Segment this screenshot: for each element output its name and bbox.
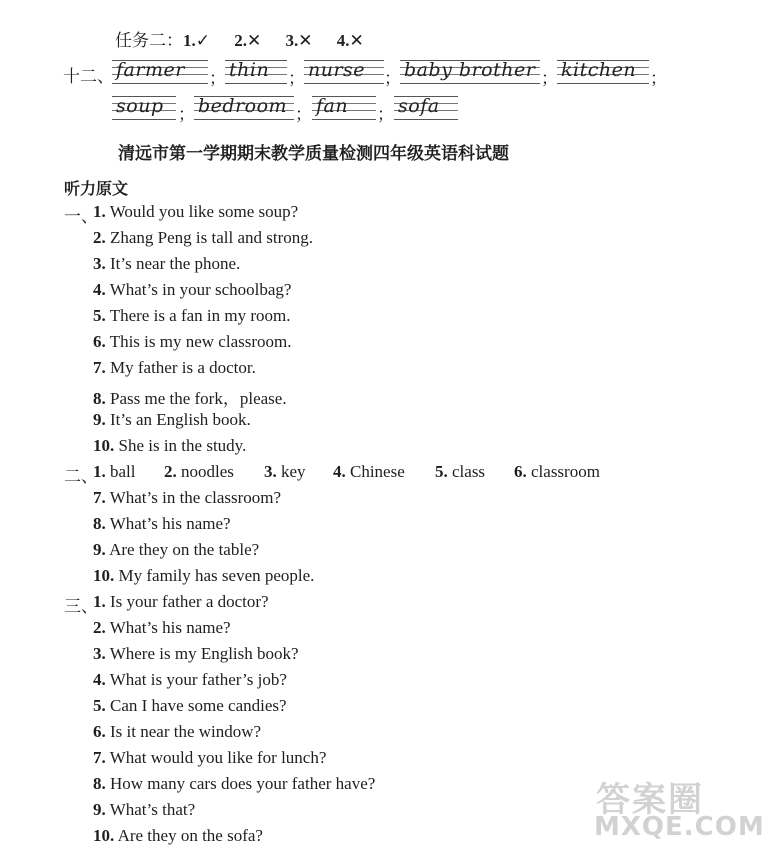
list-item: 5. There is a fan in my room. bbox=[93, 306, 291, 325]
cross-icon: ✕ bbox=[298, 31, 313, 50]
list-item: 7. What would you like for lunch? bbox=[93, 748, 327, 767]
handwriting-answer: thin bbox=[225, 60, 287, 84]
list-item: 8. Pass me the fork，please. bbox=[93, 389, 287, 408]
separator: ； bbox=[295, 105, 312, 124]
task2-item-3-number: 3. bbox=[285, 31, 299, 50]
watermark-url: MXQE.COM bbox=[594, 812, 765, 842]
list-item: 7. What’s in the classroom? bbox=[93, 488, 282, 507]
separator: ； bbox=[209, 69, 226, 88]
separator: ； bbox=[288, 69, 305, 88]
part3-label: 三、 bbox=[64, 597, 98, 616]
separator: ； bbox=[650, 69, 667, 88]
cross-icon: ✕ bbox=[247, 31, 262, 50]
list-item: 1. Is your father a doctor? bbox=[93, 592, 269, 611]
list-item: 4. What’s in your schoolbag? bbox=[93, 280, 292, 299]
list-item: 6. Is it near the window? bbox=[93, 722, 262, 741]
list-item: 9. Are they on the table? bbox=[93, 540, 260, 559]
list-item: 10. Are they on the sofa? bbox=[93, 826, 263, 845]
handwriting-answer: farmer bbox=[112, 60, 208, 84]
list-item: 4. Chinese bbox=[333, 462, 405, 481]
list-item: 7. My father is a doctor. bbox=[93, 358, 256, 377]
list-item: 9. It’s an English book. bbox=[93, 410, 251, 429]
list-item: 2. Zhang Peng is tall and strong. bbox=[93, 228, 314, 247]
handwriting-answer: fan bbox=[312, 96, 376, 120]
handwriting-answer: soup bbox=[112, 96, 176, 120]
list-item: 4. What is your father’s job? bbox=[93, 670, 287, 689]
list-item: 2. What’s his name? bbox=[93, 618, 231, 637]
list-item: 3. key bbox=[264, 462, 306, 481]
list-item: 10. My family has seven people. bbox=[93, 566, 315, 585]
list-item: 6. This is my new classroom. bbox=[93, 332, 292, 351]
separator: ； bbox=[384, 69, 401, 88]
separator: ； bbox=[377, 105, 394, 124]
task2-item-2-number: 2. bbox=[234, 31, 247, 50]
task2-line bbox=[115, 26, 364, 51]
task2-item-1-number: 1. bbox=[183, 31, 196, 50]
part1-label: 一、 bbox=[64, 207, 98, 226]
part2-label: 二、 bbox=[64, 467, 98, 486]
handwriting-answer: sofa bbox=[394, 96, 458, 120]
list-item: 5. class bbox=[435, 462, 486, 481]
handwriting-answer: kitchen bbox=[557, 60, 649, 84]
list-item: 5. Can I have some candies? bbox=[93, 696, 287, 715]
list-item: 8. What’s his name? bbox=[93, 514, 231, 533]
list-item: 2. noodles bbox=[164, 462, 234, 481]
separator: ； bbox=[178, 105, 195, 124]
list-item: 3. Where is my English book? bbox=[93, 644, 299, 663]
separator: ； bbox=[541, 69, 558, 88]
section12-label: 十二、 bbox=[63, 67, 114, 86]
list-item: 9. What’s that? bbox=[93, 800, 196, 819]
listening-title: 听力原文 bbox=[64, 179, 129, 198]
handwriting-answer: bedroom bbox=[194, 96, 294, 120]
check-icon: ✓ bbox=[195, 31, 210, 50]
list-item: 1. ball bbox=[93, 462, 136, 481]
cross-icon: ✕ bbox=[349, 31, 364, 50]
list-item: 6. classroom bbox=[514, 462, 600, 481]
task2-label: 任务二： bbox=[115, 31, 183, 50]
task2-item-4-number: 4. bbox=[336, 31, 350, 50]
list-item: 10. She is in the study. bbox=[93, 436, 247, 455]
exam-title: 清远市第一学期期末教学质量检测四年级英语科试题 bbox=[118, 144, 509, 164]
handwriting-answer: baby brother bbox=[400, 60, 540, 84]
list-item: 1. Would you like some soup? bbox=[93, 202, 299, 221]
watermark-logo: 答案圈 bbox=[596, 780, 704, 820]
handwriting-answer: nurse bbox=[304, 60, 384, 84]
list-item: 3. It’s near the phone. bbox=[93, 254, 241, 273]
list-item: 8. How many cars does your father have? bbox=[93, 774, 376, 793]
